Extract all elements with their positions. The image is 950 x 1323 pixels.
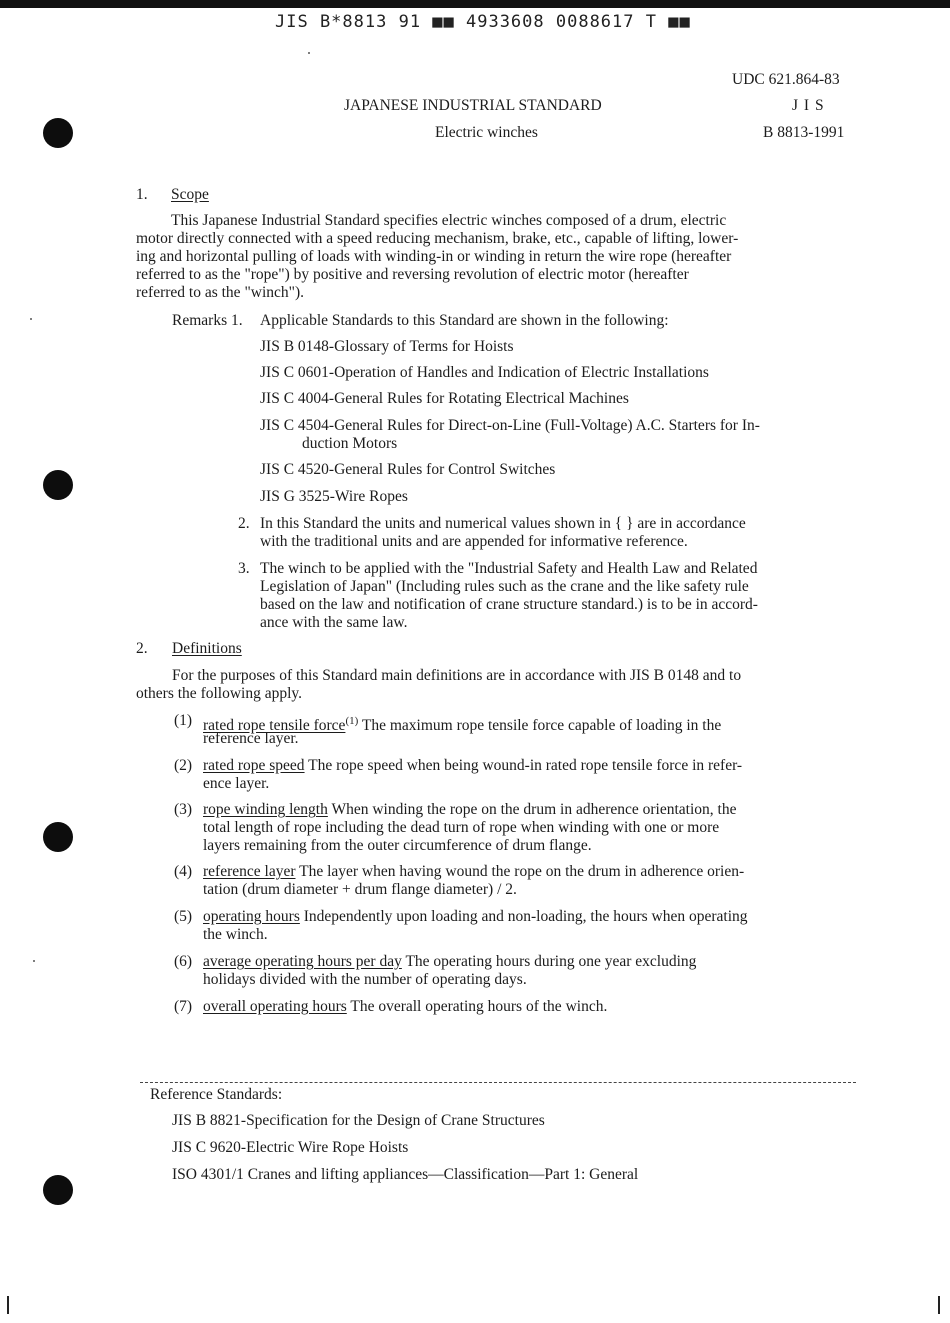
standard-ref-continued: duction Motors [302, 435, 398, 452]
remark-1-text: Applicable Standards to this Standard are shown in the following: [260, 312, 669, 329]
scope-line: This Japanese Industrial Standard specifies electric winches composed of a drum, electric [171, 212, 727, 229]
remark-2 [260, 515, 746, 551]
scan-speck [30, 318, 32, 320]
definition-term: reference layer [203, 863, 296, 880]
definition-item [174, 998, 608, 1016]
definition-item [174, 757, 743, 793]
definition-text: The overall operating hours of the winch. [346, 998, 608, 1015]
document-subtitle: Electric winches [435, 124, 538, 141]
definition-item [174, 908, 748, 944]
scope-line: referred to as the "winch"). [136, 284, 305, 301]
definition-first-line [203, 908, 748, 926]
punch-hole [43, 822, 73, 852]
jis-mark: J I S [792, 97, 825, 114]
footnote-ref: (1) [345, 715, 359, 727]
definition-text: When winding the rope on the drum in adherence orientation, the [327, 801, 737, 818]
definition-item [174, 863, 745, 899]
remark-line: with the traditional units and are appended for informative reference. [260, 533, 688, 550]
section-number: 2. [136, 640, 148, 657]
definition-text: The rope speed when being wound-in rated rope tensile force in refer- [304, 757, 743, 774]
definition-first-line [203, 801, 736, 819]
section-heading-scope: Scope [171, 186, 209, 203]
definition-number: (3) [174, 801, 193, 818]
scope-line: ing and horizontal pulling of loads with winding-in or winding in return the wire rope (hereafter [136, 248, 732, 265]
definition-number: (1) [174, 712, 193, 729]
definition-continuation: the winch. [203, 926, 268, 943]
remark-number: 3. [238, 560, 250, 577]
definition-term: operating hours [203, 908, 300, 925]
scan-speck [308, 52, 310, 54]
definition-term: rated rope tensile force [203, 717, 346, 735]
document-id-line: JIS B*8813 91 ■■ 4933608 0088617 T ■■ [275, 12, 691, 32]
definition-first-line [203, 863, 744, 881]
definition-text: The operating hours during one year excluding [401, 953, 697, 970]
reference-standards-label: Reference Standards: [150, 1086, 283, 1103]
definition-continuation: total length of rope including the dead turn of rope when winding with one or more [203, 819, 720, 836]
definition-first-line [203, 712, 721, 735]
punch-hole [43, 1175, 73, 1205]
definition-continuation: holidays divided with the number of operating days. [203, 971, 527, 988]
definition-continuation: layers remaining from the outer circumference of drum flange. [203, 837, 592, 854]
intro-line: others the following apply. [136, 685, 303, 702]
definition-number: (4) [174, 863, 193, 880]
section-heading-definitions: Definitions [172, 640, 242, 657]
definition-term: rated rope speed [203, 757, 305, 774]
reference-standard: JIS B 8821-Specification for the Design of Crane Structures [172, 1112, 545, 1129]
definition-text: Independently upon loading and non-loading, the hours when operating [299, 908, 748, 925]
intro-line: For the purposes of this Standard main definitions are in accordance with JIS B 0148 and to [172, 667, 742, 684]
definition-text: The layer when having wound the rope on the drum in adherence orien- [295, 863, 745, 880]
definition-number: (2) [174, 757, 193, 774]
standard-ref: JIS C 0601-Operation of Handles and Indication of Electric Installations [260, 364, 709, 381]
definition-first-line [203, 998, 607, 1016]
definition-number: (5) [174, 908, 193, 925]
remark-line: The winch to be applied with the "Industrial Safety and Health Law and Related [260, 560, 758, 577]
scan-speck [33, 960, 35, 962]
definition-term: average operating hours per day [203, 953, 402, 970]
reference-standard: JIS C 9620-Electric Wire Rope Hoists [172, 1139, 409, 1156]
scope-line: motor directly connected with a speed reducing mechanism, brake, etc., capable of lifting, lower- [136, 230, 739, 247]
section-number: 1. [136, 186, 148, 203]
remark-line: In this Standard the units and numerical values shown in { } are in accordance [260, 515, 746, 532]
definition-item [174, 953, 697, 989]
definition-first-line [203, 953, 696, 971]
definition-text: The maximum rope tensile force capable of loading in the [358, 717, 722, 735]
scope-line: referred to as the "rope") by positive and reversing revolution of electric motor (hereafter [136, 266, 689, 283]
standard-code: B 8813-1991 [763, 124, 845, 141]
scope-paragraph [136, 212, 876, 302]
remark-number: 2. [238, 515, 250, 532]
scan-edge-mark [7, 1296, 9, 1314]
definition-term: rope winding length [203, 801, 328, 818]
udc-number: UDC 621.864-83 [732, 71, 840, 88]
definition-number: (7) [174, 998, 193, 1015]
definition-first-line [203, 757, 742, 775]
remarks-label: Remarks 1. [172, 312, 243, 329]
standard-ref: JIS B 0148-Glossary of Terms for Hoists [260, 338, 514, 355]
definition-continuation: ence layer. [203, 775, 270, 792]
definitions-intro [136, 667, 741, 703]
definition-number: (6) [174, 953, 193, 970]
definition-continuation: reference layer. [203, 730, 299, 747]
definition-continuation: tation (drum diameter + drum flange diameter) / 2. [203, 881, 517, 898]
standard-ref: JIS C 4004-General Rules for Rotating Electrical Machines [260, 390, 629, 407]
standard-ref: JIS G 3525-Wire Ropes [260, 488, 408, 505]
remark-line: ance with the same law. [260, 614, 408, 631]
reference-standard: ISO 4301/1 Cranes and lifting appliances—Classification—Part 1: General [172, 1166, 639, 1183]
definition-term: overall operating hours [203, 998, 347, 1015]
punch-hole [43, 118, 73, 148]
remark-line: based on the law and notification of crane structure standard.) is to be in accord- [260, 596, 758, 613]
document-title: JAPANESE INDUSTRIAL STANDARD [344, 97, 602, 114]
punch-hole [43, 470, 73, 500]
definition-item [174, 801, 737, 855]
standard-ref: JIS C 4504-General Rules for Direct-on-Line (Full-Voltage) A.C. Starters for In- [260, 417, 760, 434]
footnote-separator [140, 1082, 856, 1083]
scan-top-bar [0, 0, 950, 8]
remark-line: Legislation of Japan" (Including rules such as the crane and the like safety rule [260, 578, 749, 595]
standard-ref: JIS C 4520-General Rules for Control Switches [260, 461, 556, 478]
remark-3 [260, 560, 758, 632]
scan-edge-mark [938, 1296, 940, 1314]
definition-item [174, 712, 722, 748]
